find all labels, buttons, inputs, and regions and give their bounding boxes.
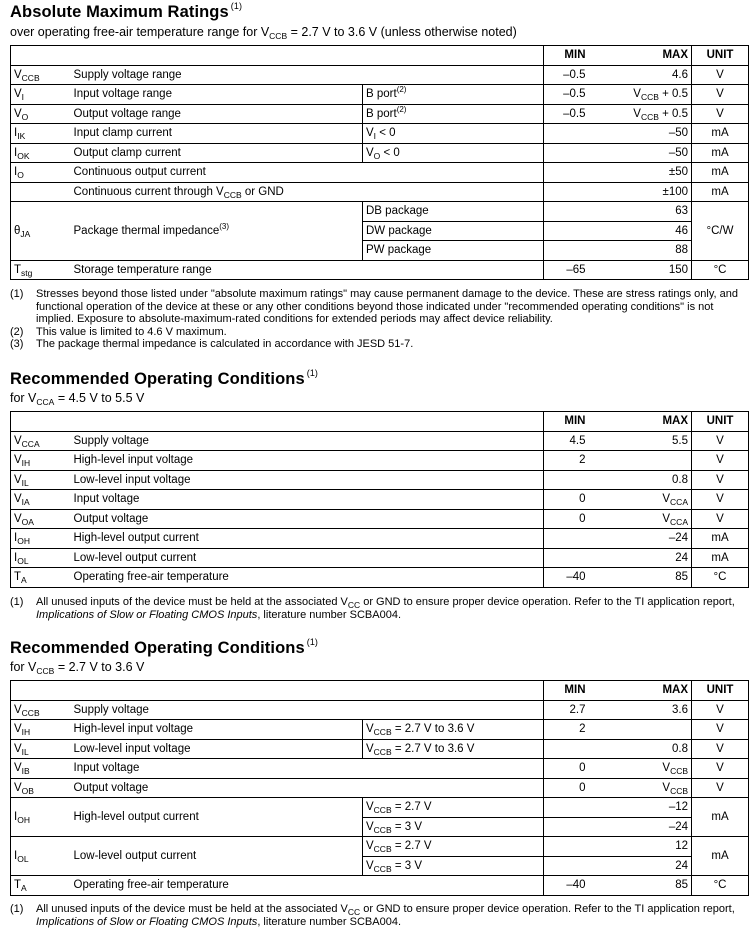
- roc-b-table: [10, 680, 749, 896]
- param-max: [600, 720, 692, 740]
- footnote: (1) Stresses beyond those listed under "absolute maximum ratings" may cause permanent damage to the device. These are stress ratings only, and functional operation of the device at these or any other conditions beyond those indicated under "recommended operating conditions" is not implied. Exposure to absolute-maximum-rated conditions for extended periods may affect device reliability.: [10, 288, 738, 325]
- param-symbol: $V_{IL}$: [11, 739, 71, 759]
- roc-a-title: [10, 370, 318, 389]
- param-min: 0: [544, 509, 600, 529]
- table-row: [11, 568, 749, 588]
- param-desc: Input voltage: [71, 490, 544, 510]
- amr-title: [10, 3, 242, 22]
- table-row: [11, 509, 749, 529]
- table-row: [11, 798, 749, 818]
- param-unit: mA: [692, 163, 749, 183]
- param-desc: Supply voltage: [71, 431, 544, 451]
- param-condition: B port$^{(2)}$: [363, 85, 544, 105]
- param-max: –24: [600, 817, 692, 837]
- param-unit: mA: [692, 182, 749, 202]
- param-unit: V: [692, 700, 749, 720]
- param-unit: V: [692, 720, 749, 740]
- param-condition: $V_{CCB} = 3$ V: [363, 817, 544, 837]
- param-desc: Supply voltage: [71, 700, 544, 720]
- param-desc: High-level output current: [71, 798, 363, 837]
- param-max: 24: [600, 856, 692, 876]
- table-row: [11, 700, 749, 720]
- param-condition: DW package: [363, 221, 544, 241]
- amr-cond-sub: CCB: [269, 31, 288, 41]
- param-unit: °C: [692, 260, 749, 280]
- header-unit: UNIT: [692, 681, 749, 701]
- param-desc: Supply voltage range: [71, 65, 544, 85]
- amr-title-text: Absolute Maximum Ratings: [10, 3, 229, 21]
- param-desc: Input clamp current: [71, 124, 363, 144]
- param-symbol: $V_{OA}$: [11, 509, 71, 529]
- param-max: $V_{CCB} + 0.5$: [600, 85, 692, 105]
- param-min: [544, 548, 600, 568]
- param-min: –65: [544, 260, 600, 280]
- param-symbol: $V_{IB}$: [11, 759, 71, 779]
- table-row: [11, 529, 749, 549]
- param-symbol: $V_I$: [11, 85, 71, 105]
- param-unit: V: [692, 104, 749, 124]
- table-row: [11, 104, 749, 124]
- table-row: [11, 837, 749, 857]
- param-min: 0: [544, 778, 600, 798]
- roc-b-title-text: Recommended Operating Conditions: [10, 639, 305, 657]
- param-condition: $V_{CCB} = 3$ V: [363, 856, 544, 876]
- table-row: [11, 65, 749, 85]
- param-min: [544, 529, 600, 549]
- param-desc: Low-level input voltage: [71, 470, 544, 490]
- header-max: MAX: [600, 681, 692, 701]
- table-row: [11, 490, 749, 510]
- param-min: [544, 739, 600, 759]
- param-desc: Output clamp current: [71, 143, 363, 163]
- param-unit: mA: [692, 529, 749, 549]
- param-symbol: $I_{OL}$: [11, 837, 71, 876]
- footnote: (2) This value is limited to 4.6 V maximum.: [10, 325, 227, 338]
- param-condition: $V_{CCB} = 2.7$ V to 3.6 V: [363, 720, 544, 740]
- table-row: [11, 720, 749, 740]
- roc-a-table: [10, 411, 749, 588]
- param-desc: High-level output current: [71, 529, 544, 549]
- param-max: 88: [600, 241, 692, 261]
- header-unit: UNIT: [692, 46, 749, 66]
- param-symbol: $I_{OL}$: [11, 548, 71, 568]
- param-min: [544, 817, 600, 837]
- table-row: [11, 778, 749, 798]
- table-row: [11, 202, 749, 222]
- param-condition: $V_{CCB} = 2.7$ V: [363, 837, 544, 857]
- table-row: [11, 739, 749, 759]
- param-symbol: [11, 182, 71, 202]
- param-max: –50: [600, 143, 692, 163]
- header-blank: [11, 412, 544, 432]
- roc-b-title: [10, 639, 318, 658]
- param-max: $V_{CCA}$: [600, 509, 692, 529]
- header-min: MIN: [544, 46, 600, 66]
- param-min: [544, 837, 600, 857]
- param-desc: Input voltage range: [71, 85, 363, 105]
- table-row: [11, 451, 749, 471]
- param-desc: Input voltage: [71, 759, 544, 779]
- param-symbol: $I_{OH}$: [11, 798, 71, 837]
- param-condition: DB package: [363, 202, 544, 222]
- param-desc: Output voltage range: [71, 104, 363, 124]
- header-max: MAX: [600, 412, 692, 432]
- roc-b-footnotes: [10, 903, 745, 928]
- param-symbol: $V_{CCA}$: [11, 431, 71, 451]
- param-unit: V: [692, 451, 749, 471]
- param-desc: Output voltage: [71, 509, 544, 529]
- table-header-row: [11, 412, 749, 432]
- param-min: [544, 221, 600, 241]
- param-max: 150: [600, 260, 692, 280]
- param-min: [544, 143, 600, 163]
- table-row: [11, 182, 749, 202]
- param-condition: PW package: [363, 241, 544, 261]
- param-min: [544, 470, 600, 490]
- param-symbol: $V_O$: [11, 104, 71, 124]
- param-max: –24: [600, 529, 692, 549]
- param-max: ±100: [600, 182, 692, 202]
- roc-b-condition: for $V_{CCB} = 2.7$ V to 3.6 V: [10, 660, 145, 676]
- param-unit: mA: [692, 548, 749, 568]
- param-unit: mA: [692, 837, 749, 876]
- header-min: MIN: [544, 412, 600, 432]
- param-min: [544, 124, 600, 144]
- param-max: 0.8: [600, 739, 692, 759]
- param-max: 3.6: [600, 700, 692, 720]
- param-desc: High-level input voltage: [71, 451, 544, 471]
- param-desc: Package thermal impedance$^{(3)}$: [71, 202, 363, 261]
- param-unit: V: [692, 65, 749, 85]
- param-condition: $V_{CCB} = 2.7$ V: [363, 798, 544, 818]
- param-unit: mA: [692, 124, 749, 144]
- roc-a-condition: for $V_{CCA} = 4.5$ V to 5.5 V: [10, 391, 145, 407]
- table-row: [11, 143, 749, 163]
- param-max: –50: [600, 124, 692, 144]
- param-max: 5.5: [600, 431, 692, 451]
- amr-footnotes: [10, 288, 745, 351]
- roc-b-title-note: (1): [306, 637, 319, 647]
- param-min: –40: [544, 876, 600, 896]
- table-row: [11, 124, 749, 144]
- param-unit: V: [692, 85, 749, 105]
- table-row: [11, 85, 749, 105]
- param-unit: °C: [692, 876, 749, 896]
- param-symbol: $I_{OK}$: [11, 143, 71, 163]
- param-symbol: $I_O$: [11, 163, 71, 183]
- param-unit: °C: [692, 568, 749, 588]
- footnote: (1) All unused inputs of the device must be held at the associated $V_{CC}$ or GND to ensure proper device operation. Refer to the TI application report, Implications of Slow or Floating CMOS Inputs, literature number SCBA004.: [10, 903, 735, 928]
- param-symbol: $T_A$: [11, 876, 71, 896]
- table-header-row: [11, 681, 749, 701]
- header-blank: [11, 681, 544, 701]
- param-min: [544, 241, 600, 261]
- param-desc: Output voltage: [71, 778, 544, 798]
- table-row: [11, 470, 749, 490]
- param-min: [544, 202, 600, 222]
- table-row: [11, 260, 749, 280]
- param-condition: $V_I < 0$: [363, 124, 544, 144]
- param-symbol: $\theta_{JA}$: [11, 202, 71, 261]
- param-condition: $V_{CCB} = 2.7$ V to 3.6 V: [363, 739, 544, 759]
- param-max: –12: [600, 798, 692, 818]
- footnote: (3) The package thermal impedance is calculated in accordance with JESD 51-7.: [10, 338, 414, 350]
- table-row: [11, 759, 749, 779]
- param-unit: mA: [692, 143, 749, 163]
- param-min: –40: [544, 568, 600, 588]
- param-unit: V: [692, 759, 749, 779]
- param-min: –0.5: [544, 65, 600, 85]
- param-condition: B port$^{(2)}$: [363, 104, 544, 124]
- param-min: 4.5: [544, 431, 600, 451]
- param-unit: mA: [692, 798, 749, 837]
- param-desc: Continuous output current: [71, 163, 544, 183]
- param-min: –0.5: [544, 85, 600, 105]
- param-desc: Low-level output current: [71, 548, 544, 568]
- footnote: (1) All unused inputs of the device must be held at the associated $V_{CC}$ or GND to ensure proper device operation. Refer to the TI application report, Implications of Slow or Floating CMOS Inputs, literature number SCBA004.: [10, 596, 735, 621]
- param-unit: V: [692, 778, 749, 798]
- header-min: MIN: [544, 681, 600, 701]
- param-condition: $V_O < 0$: [363, 143, 544, 163]
- param-min: 0: [544, 490, 600, 510]
- param-max: ±50: [600, 163, 692, 183]
- table-row: [11, 163, 749, 183]
- table-row: [11, 548, 749, 568]
- param-max: [600, 451, 692, 471]
- param-min: 0: [544, 759, 600, 779]
- param-min: [544, 798, 600, 818]
- param-desc: High-level input voltage: [71, 720, 363, 740]
- param-unit: V: [692, 470, 749, 490]
- amr-condition: [10, 25, 517, 39]
- param-desc: Operating free-air temperature: [71, 876, 544, 896]
- param-symbol: $V_{OB}$: [11, 778, 71, 798]
- param-unit: V: [692, 490, 749, 510]
- param-max: 4.6: [600, 65, 692, 85]
- table-header-row: [11, 46, 749, 66]
- param-unit: V: [692, 739, 749, 759]
- param-max: 63: [600, 202, 692, 222]
- param-symbol: $V_{IA}$: [11, 490, 71, 510]
- amr-cond-suffix: = 2.7 V to 3.6 V (unless otherwise noted): [287, 25, 517, 39]
- amr-table: [10, 45, 749, 280]
- param-symbol: $V_{IH}$: [11, 720, 71, 740]
- header-unit: UNIT: [692, 412, 749, 432]
- header-blank: [11, 46, 544, 66]
- param-min: 2: [544, 720, 600, 740]
- param-symbol: $V_{CCB}$: [11, 65, 71, 85]
- roc-a-footnotes: [10, 596, 745, 621]
- param-symbol: $V_{IH}$: [11, 451, 71, 471]
- table-row: [11, 431, 749, 451]
- param-min: 2: [544, 451, 600, 471]
- param-max: 85: [600, 876, 692, 896]
- param-min: [544, 856, 600, 876]
- param-min: [544, 163, 600, 183]
- param-min: 2.7: [544, 700, 600, 720]
- param-desc: Low-level output current: [71, 837, 363, 876]
- param-max: $V_{CCB}$: [600, 759, 692, 779]
- param-max: $V_{CCA}$: [600, 490, 692, 510]
- param-min: [544, 182, 600, 202]
- param-unit: V: [692, 431, 749, 451]
- header-max: MAX: [600, 46, 692, 66]
- table-row: [11, 876, 749, 896]
- param-symbol: $I_{IK}$: [11, 124, 71, 144]
- roc-a-title-note: (1): [306, 368, 319, 378]
- param-symbol: $V_{IL}$: [11, 470, 71, 490]
- param-symbol: $T_A$: [11, 568, 71, 588]
- param-symbol: $I_{OH}$: [11, 529, 71, 549]
- param-max: 0.8: [600, 470, 692, 490]
- param-desc: Low-level input voltage: [71, 739, 363, 759]
- param-max: 12: [600, 837, 692, 857]
- param-max: 24: [600, 548, 692, 568]
- amr-cond-prefix: over operating free-air temperature range for V: [10, 25, 270, 39]
- param-min: –0.5: [544, 104, 600, 124]
- param-unit: V: [692, 509, 749, 529]
- param-max: $V_{CCB} + 0.5$: [600, 104, 692, 124]
- param-max: $V_{CCB}$: [600, 778, 692, 798]
- param-max: 85: [600, 568, 692, 588]
- roc-a-title-text: Recommended Operating Conditions: [10, 370, 305, 388]
- param-desc: Continuous current through $V_{CCB}$ or GND: [71, 182, 544, 202]
- param-symbol: $T_{stg}$: [11, 260, 71, 280]
- param-symbol: $V_{CCB}$: [11, 700, 71, 720]
- param-desc: Operating free-air temperature: [71, 568, 544, 588]
- param-max: 46: [600, 221, 692, 241]
- param-desc: Storage temperature range: [71, 260, 544, 280]
- param-unit: °C/W: [692, 202, 749, 261]
- amr-title-note: (1): [230, 1, 243, 11]
